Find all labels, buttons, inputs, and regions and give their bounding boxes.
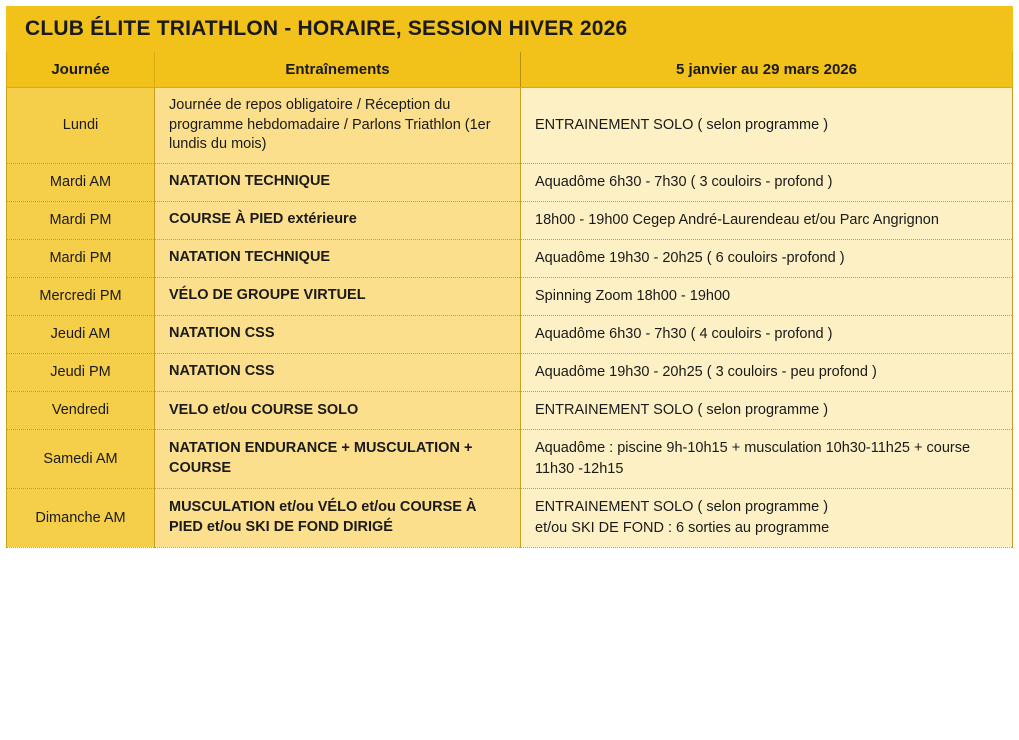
detail-line-1: ENTRAINEMENT SOLO ( selon programme ) <box>535 498 829 515</box>
table-row <box>7 315 1013 353</box>
cell-training: NATATION CSS <box>155 315 521 353</box>
table-row <box>7 353 1013 391</box>
table-row <box>7 488 1013 547</box>
cell-day: Jeudi PM <box>7 353 155 391</box>
detail-line-1: ENTRAINEMENT SOLO ( selon programme ) <box>535 401 829 418</box>
detail-line-1: Aquadôme 6h30 - 7h30 ( 4 couloirs - profond ) <box>535 325 833 342</box>
cell-detail <box>521 315 1013 353</box>
table-row <box>7 239 1013 277</box>
table-row <box>7 429 1013 488</box>
column-header-training: Entraînements <box>155 52 521 88</box>
cell-day: Jeudi AM <box>7 315 155 353</box>
cell-detail <box>521 429 1013 488</box>
schedule-table <box>6 6 1013 548</box>
title-row <box>7 7 1013 52</box>
cell-day: Mercredi PM <box>7 277 155 315</box>
cell-training: Journée de repos obligatoire / Réception du programme hebdomadaire / Parlons Triathlon (1er lundis du mois) <box>155 88 521 164</box>
cell-training: NATATION TECHNIQUE <box>155 239 521 277</box>
table-row <box>7 201 1013 239</box>
cell-training: MUSCULATION et/ou VÉLO et/ou COURSE À PIED et/ou SKI DE FOND DIRIGÉ <box>155 488 521 547</box>
cell-day: Samedi AM <box>7 429 155 488</box>
cell-detail <box>521 88 1013 164</box>
cell-detail <box>521 488 1013 547</box>
cell-day: Mardi PM <box>7 201 155 239</box>
cell-day: Mardi PM <box>7 239 155 277</box>
table-row <box>7 88 1013 164</box>
detail-line-1: 18h00 - 19h00 Cegep André-Laurendeau et/ou Parc Angrignon <box>535 211 939 228</box>
cell-detail <box>521 391 1013 429</box>
table-row <box>7 391 1013 429</box>
cell-training: NATATION ENDURANCE + MUSCULATION + COURSE <box>155 429 521 488</box>
cell-day: Vendredi <box>7 391 155 429</box>
table-row <box>7 163 1013 201</box>
column-header-dates: 5 janvier au 29 mars 2026 <box>521 52 1013 88</box>
cell-detail <box>521 163 1013 201</box>
table-row <box>7 277 1013 315</box>
cell-detail <box>521 201 1013 239</box>
detail-line-1: Aquadôme : piscine 9h-10h15 + musculation 10h30-11h25 + course 11h30 -12h15 <box>535 439 971 477</box>
detail-line-1: ENTRAINEMENT SOLO ( selon programme ) <box>535 116 829 133</box>
cell-day: Mardi AM <box>7 163 155 201</box>
detail-line-1: Aquadôme 19h30 - 20h25 ( 3 couloirs - peu profond ) <box>535 363 877 380</box>
cell-detail <box>521 353 1013 391</box>
cell-detail <box>521 239 1013 277</box>
cell-training: VÉLO DE GROUPE VIRTUEL <box>155 277 521 315</box>
page-title: CLUB ÉLITE TRIATHLON - HORAIRE, SESSION HIVER 2026 <box>25 17 628 40</box>
detail-line-1: Spinning Zoom 18h00 - 19h00 <box>535 287 731 304</box>
title-cell <box>7 7 1013 52</box>
cell-training: NATATION CSS <box>155 353 521 391</box>
cell-training: COURSE À PIED extérieure <box>155 201 521 239</box>
detail-line-1: Aquadôme 19h30 - 20h25 ( 6 couloirs -profond ) <box>535 249 845 266</box>
column-header-day: Journée <box>7 52 155 88</box>
schedule-body <box>7 7 1013 548</box>
header-row <box>7 52 1013 88</box>
cell-training: NATATION TECHNIQUE <box>155 163 521 201</box>
cell-training: VELO et/ou COURSE SOLO <box>155 391 521 429</box>
cell-detail <box>521 277 1013 315</box>
cell-day: Lundi <box>7 88 155 164</box>
detail-line-1: Aquadôme 6h30 - 7h30 ( 3 couloirs - profond ) <box>535 173 833 190</box>
cell-day: Dimanche AM <box>7 488 155 547</box>
detail-line-2: et/ou SKI DE FOND : 6 sorties au programme <box>535 519 830 536</box>
